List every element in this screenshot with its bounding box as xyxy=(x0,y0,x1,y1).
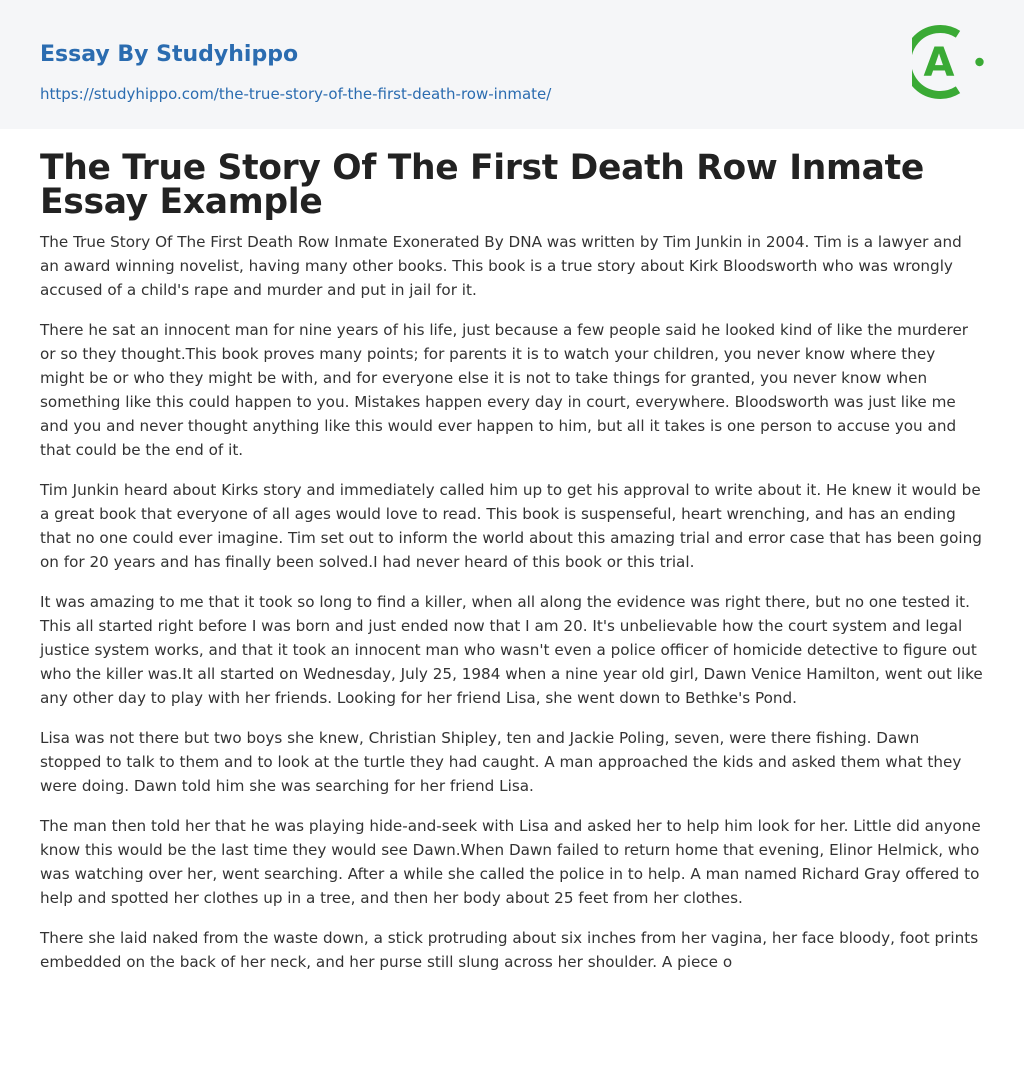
article-paragraph: It was amazing to me that it took so long to find a killer, when all along the evidence was right there, but no one tested it. This all started right before I was born and just ended now that I am 20. It's unbelievable how the court system and legal justice system works, and that it took an innocent man who wasn't even a police officer of homicide detective to figure out who the killer was.It all started on Wednesday, July 25, 1984 when a nine year old girl, Dawn Venice Hamilton, went out like any other day to play with her friends. Looking for her friend Lisa, she went down to Bethke's Pond. xyxy=(40,593,983,707)
article-content xyxy=(0,148,1024,974)
article-paragraph: The man then told her that he was playing hide-and-seek with Lisa and asked her to help him look for her. Little did anyone know this would be the last time they would see Dawn.When Dawn failed to return home that evening, Elinor Helmick, who was watching over her, went searching. After a while she called the police in to help. A man named Richard Gray offered to help and spotted her clothes up in a tree, and then her body about 25 feet from her clothes. xyxy=(40,817,981,907)
article-body xyxy=(40,230,984,974)
article-paragraph: There she laid naked from the waste down, a stick protruding about six inches from her vagina, her face bloody, foot prints embedded on the back of her neck, and her purse still slung across her shoulder. A piece o xyxy=(40,929,979,971)
article-paragraph: There he sat an innocent man for nine years of his life, just because a few people said he looked kind of like the murderer or so they thought.This book proves many points; for parents it is to watch your children, you never know where they might be or who they might be with, and for everyone else it is not to take things for granted, you never know when something like this could happen to you. Mistakes happen every day in court, everywhere. Bloodsworth was just like me and you and never thought anything like this would ever happen to him, but all it takes is one person to accuse you and that could be the end of it. xyxy=(40,321,969,459)
article-paragraph: Tim Junkin heard about Kirks story and immediately called him up to get his approval to write about it. He knew it would be a great book that everyone of all ages would love to read. This book is suspenseful, heart wrenching, and has an ending that no one could ever imagine. Tim set out to inform the world about this amazing trial and error case that has been going on for 20 years and has finally been solved.I had never heard of this book or this trial. xyxy=(40,481,982,571)
article-paragraph: Lisa was not there but two boys she knew, Christian Shipley, ten and Jackie Poling, seven, were there fishing. Dawn stopped to talk to them and to look at the turtle they had caught. A man approached the kids and asked them what they were doing. Dawn told him she was searching for her friend Lisa. xyxy=(40,729,962,795)
logo-letter: A xyxy=(923,40,955,86)
article-paragraph: The True Story Of The First Death Row Inmate Exonerated By DNA was written by Tim Junkin in 2004. Tim is a lawyer and an award winning novelist, having many other books. This book is a true story about Kirk Bloodsworth who was wrongly accused of a child's rape and murder and put in jail for it. xyxy=(40,233,962,299)
studyhippo-logo-icon[interactable] xyxy=(912,19,986,105)
site-brand[interactable]: Essay By Studyhippo xyxy=(40,42,299,67)
page-title: The True Story Of The First Death Row Inmate Essay Example xyxy=(40,148,924,222)
source-url-link[interactable]: https://studyhippo.com/the-true-story-of-the-first-death-row-inmate/ xyxy=(40,85,552,103)
site-header xyxy=(0,0,1024,129)
